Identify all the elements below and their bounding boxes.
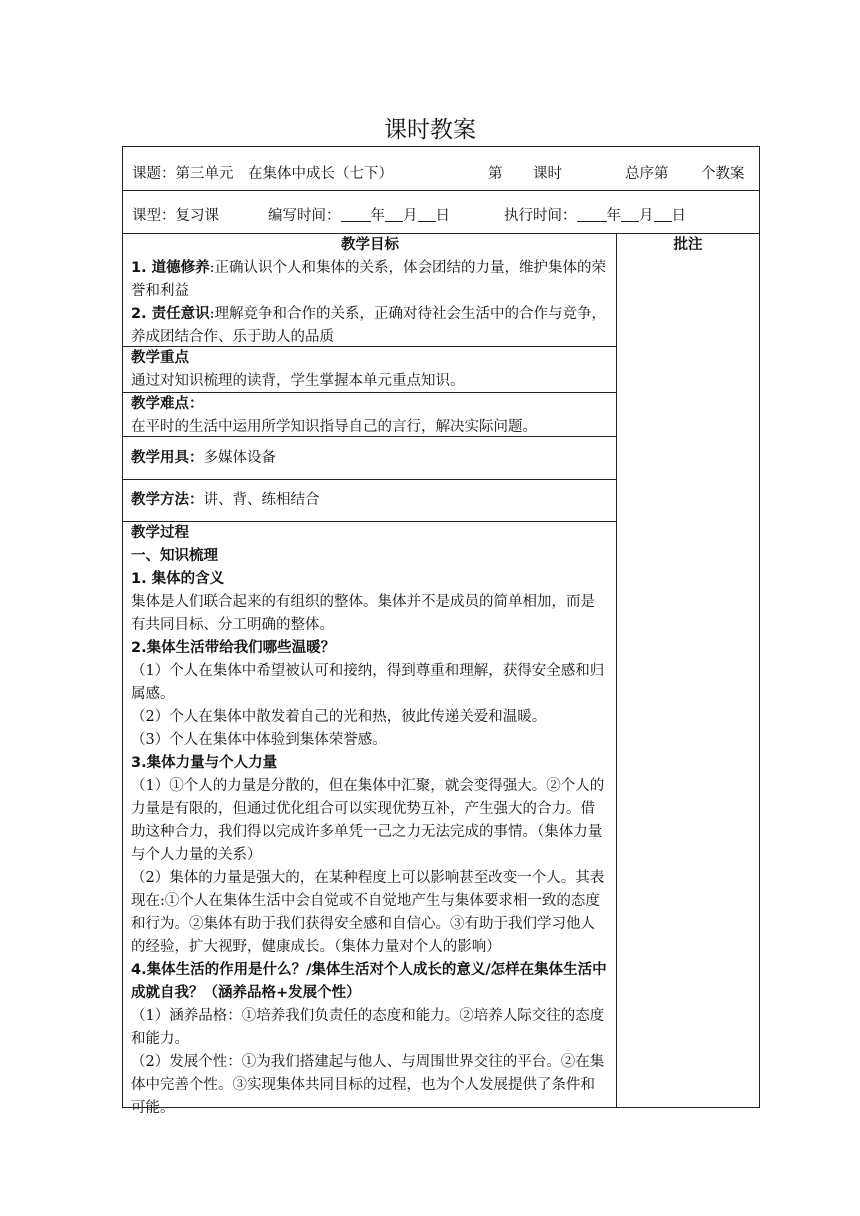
difficulties-heading: 教学难点： xyxy=(131,396,204,412)
divider xyxy=(123,436,616,437)
paragraph: （1）个人在集体中希望被认可和接纳，得到尊重和理解，获得安全感和归属感。 xyxy=(131,663,605,702)
divider xyxy=(123,190,759,191)
lesson-plan-table xyxy=(122,146,760,1116)
type-label: 课型：复习课 xyxy=(132,208,219,224)
day-label: 日 xyxy=(671,208,686,224)
paragraph: （3）个人在集体中体验到集体荣誉感。 xyxy=(131,732,387,748)
objective-label: 2. 责任意识 xyxy=(131,306,210,322)
month-label: 月 xyxy=(639,208,654,224)
day-label: 日 xyxy=(435,208,450,224)
blank-field xyxy=(418,207,436,222)
sequence-label: 总序第 xyxy=(625,166,669,182)
section-heading: 一、知识梳理 xyxy=(131,548,218,564)
remarks-heading: 批注 xyxy=(673,237,703,253)
year-label: 年 xyxy=(606,208,621,224)
objective-label: 1. 道德修养 xyxy=(131,260,210,276)
tools-text: 多媒体设备 xyxy=(203,450,276,466)
methods-label: 教学方法： xyxy=(131,492,204,508)
objective-item xyxy=(131,257,609,303)
exec-date xyxy=(504,204,686,225)
blank-field xyxy=(577,207,607,222)
question-title: 3.集体力量与个人力量 xyxy=(131,755,278,771)
tools-cell xyxy=(123,447,616,470)
objective-text: :正确认识个人和集体的关系，体会团结的力量，维护集体的荣誉和利益 xyxy=(131,260,607,299)
question-title: 1. 集体的含义 xyxy=(131,571,225,587)
process-cell xyxy=(123,522,616,1120)
objectives-cell xyxy=(123,234,616,349)
question-title: 4.集体生活的作用是什么？/集体生活对个人成长的意义/怎样在集体生活中成就自我？（涵养品格+发展个性） xyxy=(131,962,607,1001)
tools-label: 教学用具： xyxy=(131,450,204,466)
objective-text: :理解竞争和合作的关系，正确对待社会生活中的合作与竞争，养成团结合作、乐于助人的品质 xyxy=(131,306,607,345)
key-points-cell xyxy=(123,347,616,393)
topic-label: 课题：第三单元 在集体中成长（七下） xyxy=(132,166,393,182)
lesson-label: 第 xyxy=(488,166,503,182)
paragraph: 集体是人们联合起来的有组织的整体。集体并不是成员的简单相加，而是有共同目标、分工明确的整体。 xyxy=(131,594,595,633)
blank-field xyxy=(341,207,371,222)
page-title: 课时教案 xyxy=(384,117,476,143)
objectives-heading: 教学目标 xyxy=(341,237,399,253)
blank-field xyxy=(385,207,403,222)
sequence-unit: 个教案 xyxy=(701,166,745,182)
paragraph: （1）涵养品格：①培养我们负责任的态度和能力。②培养人际交往的态度和能力。 xyxy=(131,1008,605,1047)
question-title: 2.集体生活带给我们哪些温暖？ xyxy=(131,640,336,656)
paragraph: （2）集体的力量是强大的，在某种程度上可以影响甚至改变一个人。其表现在:①个人在集体生活中会自觉或不自觉地产生与集体要求相一致的态度和行为。②集体有助于我们获得安全感和自信心。③有助于我们学习他人的经验，扩大视野，健康成长。（集体力量对个人的影响） xyxy=(131,870,605,955)
paragraph: （2）发展个性：①为我们搭建起与他人、与周围世界交往的平台。②在集体中完善个性。③实现集体共同目标的过程，也为个人发展提供了条件和可能。 xyxy=(131,1054,605,1116)
difficulties-cell xyxy=(123,393,616,439)
process-heading: 教学过程 xyxy=(131,525,189,541)
year-label: 年 xyxy=(370,208,385,224)
blank-field xyxy=(654,207,672,222)
exec-label: 执行时间： xyxy=(504,208,577,224)
month-label: 月 xyxy=(403,208,418,224)
blank-field xyxy=(621,207,639,222)
column-divider xyxy=(616,233,617,1107)
lesson-unit: 课时 xyxy=(533,166,562,182)
methods-cell xyxy=(123,489,616,512)
written-label: 编写时间： xyxy=(268,208,341,224)
written-date xyxy=(268,204,450,225)
paragraph: （2）个人在集体中散发着自己的光和热，彼此传递关爱和温暖。 xyxy=(131,709,547,725)
methods-text: 讲、背、练相结合 xyxy=(203,492,320,508)
key-points-heading: 教学重点 xyxy=(131,350,189,366)
difficulties-text: 在平时的生活中运用所学知识指导自己的言行，解决实际问题。 xyxy=(131,419,537,435)
paragraph: （1）①个人的力量是分散的，但在集体中汇聚，就会变得强大。②个人的力量是有限的，但通过优化组合可以实现优势互补，产生强大的合力。借助这种合力，我们得以完成许多单凭一己之力无法完成的事情。（集体力量与个人力量的关系） xyxy=(131,778,605,863)
objective-item xyxy=(131,303,609,349)
divider xyxy=(123,479,616,480)
key-points-text: 通过对知识梳理的读背，学生掌握本单元重点知识。 xyxy=(131,373,465,389)
